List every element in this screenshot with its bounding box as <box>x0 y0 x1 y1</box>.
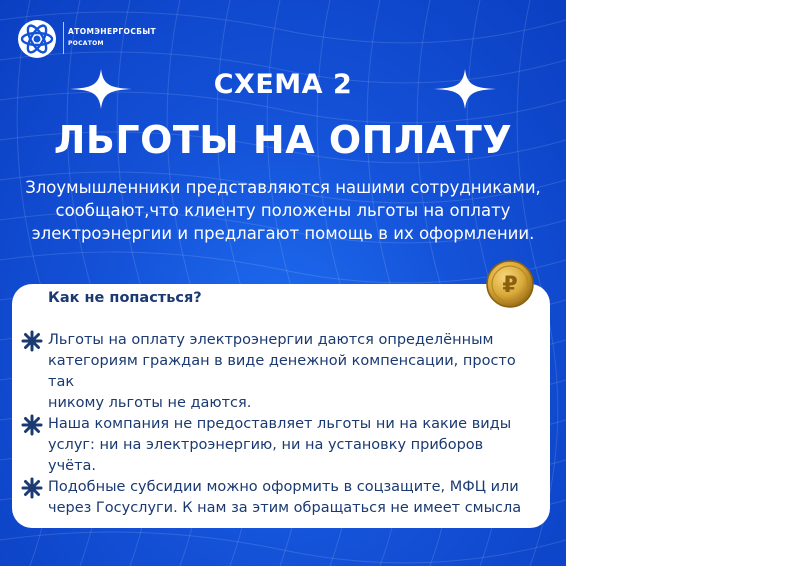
tip-line: категориям граждан в виде денежной компенсации, просто так <box>48 353 516 390</box>
coin-symbol: ₽ <box>502 273 518 298</box>
logo-divider <box>63 22 64 54</box>
card-title: Как не попасться? <box>48 290 202 306</box>
tip-line: Наша компания не предоставляет льготы ни на какие виды <box>48 416 512 432</box>
brand-subname: РОСАТОМ <box>68 40 104 47</box>
asterisk-bullet-icon <box>21 414 43 436</box>
lead-line: электроэнергии и предлагают помощь в их оформлении. <box>31 224 535 243</box>
tip-line: никому льготы не даются. <box>48 395 252 411</box>
tip-item <box>48 414 533 477</box>
brand-name: АТОМЭНЕРГОСБЫТ <box>68 27 157 36</box>
tip-line: через Госуслуги. К нам за этим обращаться не имеет смысла <box>48 500 522 516</box>
headline: ЛЬГОТЫ НА ОПЛАТУ <box>53 118 513 162</box>
asterisk-bullet-icon <box>21 330 43 352</box>
scheme-label: СХЕМА 2 <box>213 69 353 100</box>
lead-line: Злоумышленники представляются нашими сотрудниками, <box>25 178 541 197</box>
rosatom-atom-icon <box>17 19 57 59</box>
asterisk-bullet-icon <box>21 477 43 499</box>
lead-paragraph <box>20 176 546 245</box>
ruble-coin-icon <box>485 259 535 309</box>
tip-line: Подобные субсидии можно оформить в соцзащите, МФЦ или <box>48 479 519 495</box>
tip-item <box>48 330 533 414</box>
tip-line: Льготы на оплату электроэнергии даются определённым <box>48 332 494 348</box>
tip-item <box>48 477 533 519</box>
tips-card <box>12 284 550 528</box>
lead-line: сообщают,что клиенту положены льготы на оплату <box>55 201 511 220</box>
tip-line: услуг: ни на электроэнергию, ни на установку приборов учёта. <box>48 437 484 474</box>
